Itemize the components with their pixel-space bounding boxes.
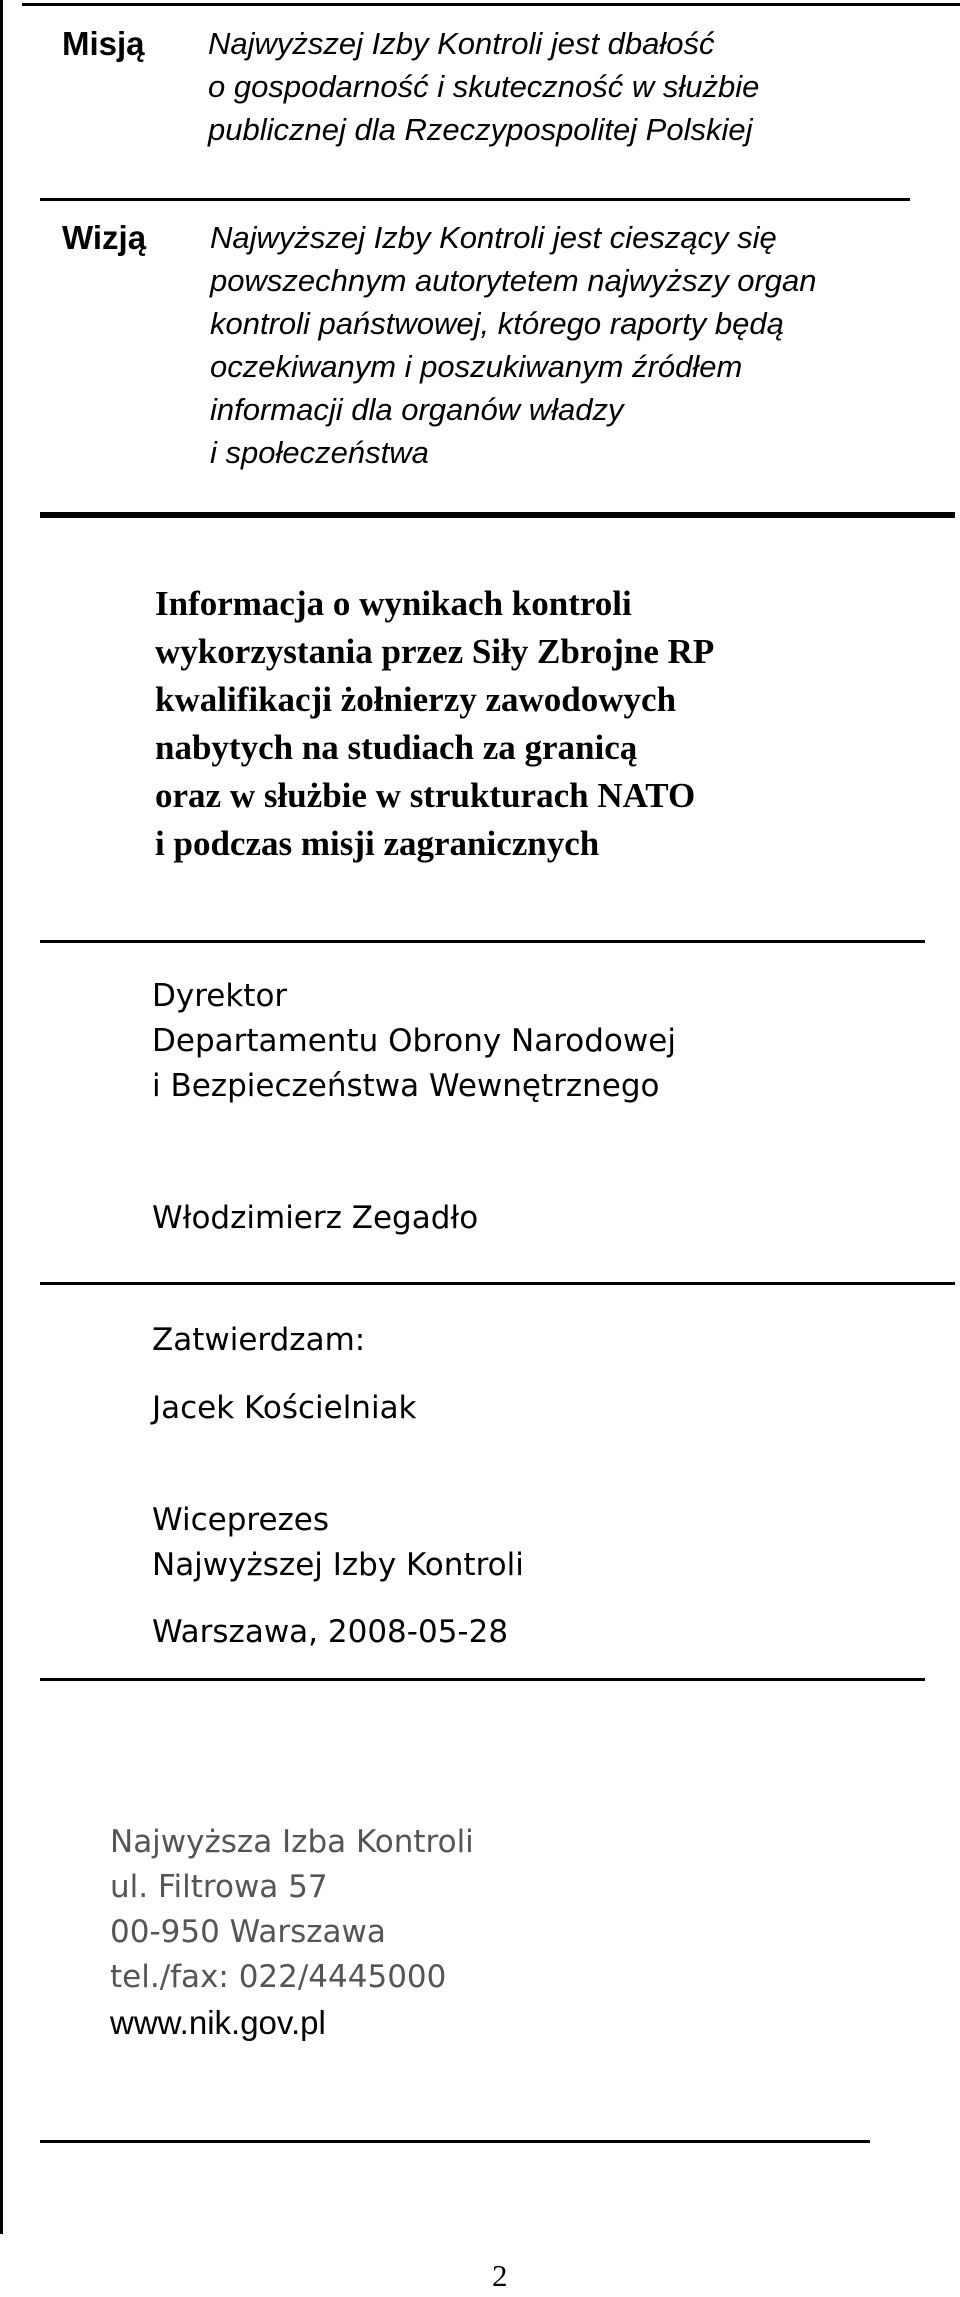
page-number: 2	[492, 2258, 508, 2293]
approver-name: Jacek Kościelniak	[152, 1390, 417, 1426]
vision-line: oczekiwanym i poszukiwanym źródłem	[210, 349, 743, 384]
approver-role-line: Najwyższej Izby Kontroli	[152, 1547, 524, 1583]
report-title-line: nabytych na studiach za granicą	[155, 728, 638, 767]
approval-label: Zatwierdzam:	[152, 1322, 366, 1358]
vision-label: Wizją	[62, 219, 147, 256]
address-block	[110, 1820, 474, 2045]
report-title-line: oraz w służbie w strukturach NATO	[155, 776, 696, 815]
vision-line: i społeczeństwa	[210, 435, 429, 470]
report-title-line: wykorzystania przez Siły Zbrojne RP	[155, 632, 715, 671]
vision-line: Najwyższej Izby Kontroli jest cieszący się	[210, 220, 777, 255]
address-line: Najwyższa Izba Kontroli	[110, 1824, 474, 1860]
divider-director-approval	[40, 1282, 955, 1285]
divider-approval-address	[40, 1678, 925, 1681]
mission-line: o gospodarność i skuteczność w służbie	[208, 69, 760, 104]
director-title-line: Dyrektor	[152, 978, 288, 1014]
divider-title-director	[40, 940, 925, 943]
mission-text	[208, 22, 759, 151]
director-title	[152, 974, 676, 1109]
director-name: Włodzimierz Zegadło	[152, 1200, 479, 1236]
director-title-line: Departamentu Obrony Narodowej	[152, 1023, 676, 1059]
left-margin-rule	[0, 0, 3, 2234]
vision-text	[210, 216, 816, 474]
mission-line: Najwyższej Izby Kontroli jest dbałość	[208, 26, 715, 61]
approver-role-line: Wiceprezes	[152, 1502, 330, 1538]
place-date: Warszawa, 2008-05-28	[152, 1614, 509, 1650]
address-line: ul. Filtrowa 57	[110, 1869, 328, 1905]
top-rule	[22, 3, 960, 6]
mission-line: publicznej dla Rzeczypospolitej Polskiej	[208, 112, 753, 147]
divider-mission-vision	[40, 198, 910, 201]
report-title-line: i podczas misji zagranicznych	[155, 824, 600, 863]
report-title-line: kwalifikacji żołnierzy zawodowych	[155, 680, 677, 719]
divider-bottom	[40, 2140, 870, 2143]
address-line: 00-950 Warszawa	[110, 1914, 386, 1950]
approver-role	[152, 1498, 524, 1588]
vision-line: informacji dla organów władzy	[210, 392, 624, 427]
divider-vision-title	[40, 512, 955, 518]
vision-line: powszechnym autorytetem najwyższy organ	[210, 263, 817, 298]
report-title	[155, 580, 714, 868]
vision-line: kontroli państwowej, którego raporty będą	[210, 306, 784, 341]
director-title-line: i Bezpieczeństwa Wewnętrznego	[152, 1068, 660, 1104]
report-title-line: Informacja o wynikach kontroli	[155, 584, 632, 623]
address-line: tel./fax: 022/4445000	[110, 1959, 447, 1995]
mission-label: Misją	[62, 25, 145, 62]
website-link[interactable]: www.nik.gov.pl	[110, 2004, 326, 2041]
